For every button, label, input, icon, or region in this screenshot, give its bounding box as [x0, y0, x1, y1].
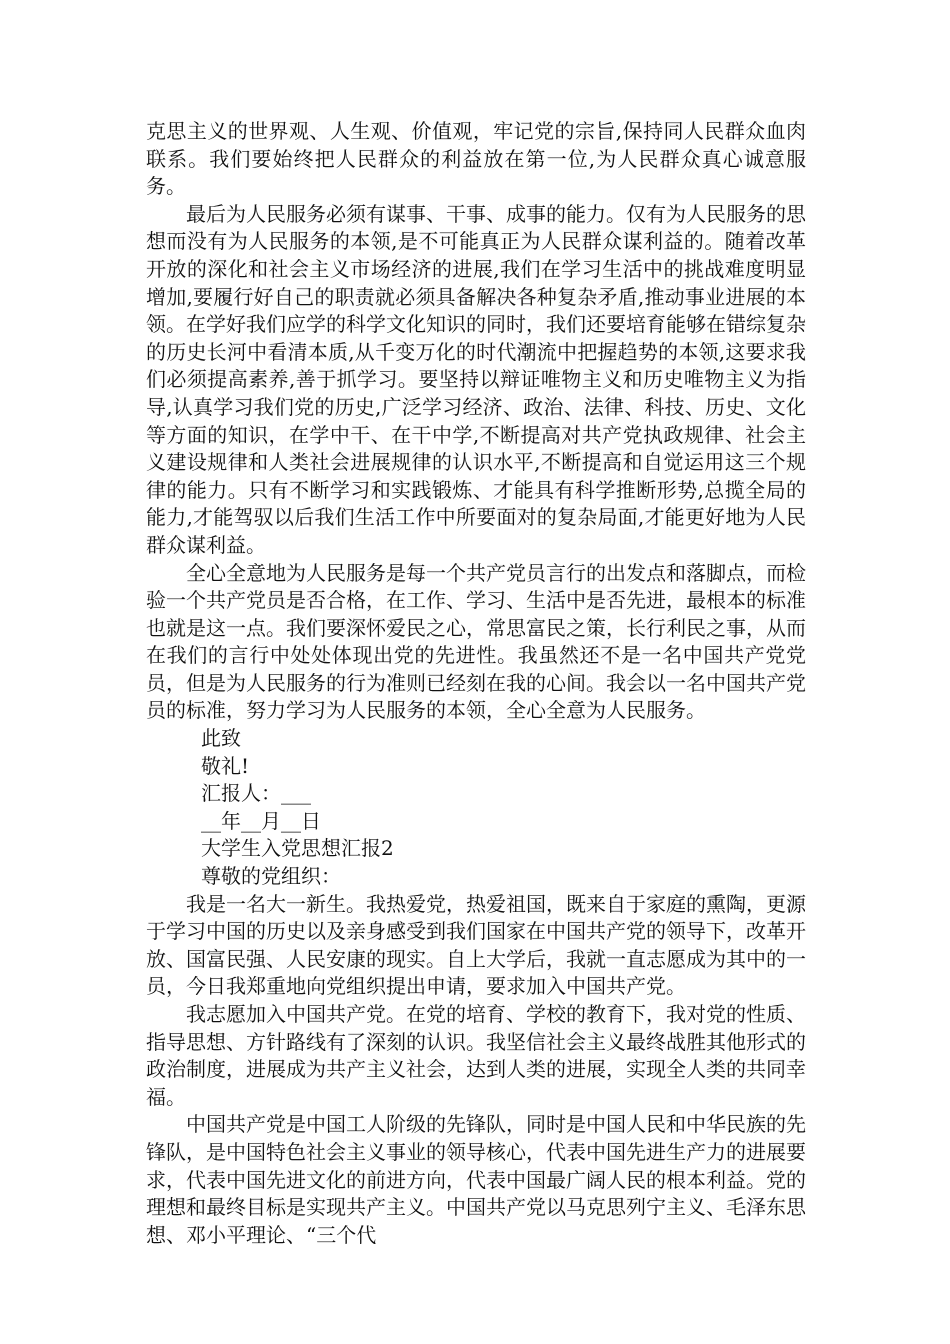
paragraph-serve-people: 全心全意地为人民服务是每一个共产党员言行的出发点和落脚点，而检验一个共产党员是否合格，在工作、学习、生活中是否先进，最根本的标准也就是这一点。我们要深怀爱民之心，常思富民之策，长行利民之事，从而在我们的言行中处处体现出党的先进性。我虽然还不是一名中国共产党党员，但是为人民服务的行为准则已经刻在我的心间。我会以一名中国共产党员的标准，努力学习为人民服务的本领，全心全意为人民服务。: [146, 560, 806, 723]
report-date: __年__月__日: [201, 808, 321, 833]
paragraph-ability: 最后为人民服务必须有谋事、干事、成事的能力。仅有为人民服务的思想而没有为人民服务的本领,是不可能真正为人民群众谋利益的。随着改革开放的深化和社会主义市场经济的进展,我们在学习生活中的挑战难度明显增加,要履行好自己的职责就必须具备解决各种复杂矛盾,推动事业进展的本领。在学好我们应学的科学文化知识的同时，我们还要培育能够在错综复杂的历史长河中看清本质,从千变万化的时代潮流中把握趋势的本领,这要求我们必须提高素养,善于抓学习。要坚持以辩证唯物主义和历史唯物主义为指导,认真学习我们党的历史,广泛学习经济、政治、法律、科技、历史、文化等方面的知识，在学中干、在干中学,不断提高对共产党执政规律、社会主义建设规律和人类社会进展规律的认识水平,不断提高和自觉运用这三个规律的能力。只有不断学习和实践锻炼、才能具有科学推断形势,总揽全局的能力,才能驾驭以后我们生活工作中所要面对的复杂局面,才能更好地为人民群众谋利益。: [146, 201, 806, 557]
closing-regards: 敬礼!: [201, 753, 250, 778]
paragraph-party-nature: 中国共产党是中国工人阶级的先锋队，同时是中国人民和中华民族的先锋队，是中国特色社会主义事业的领导核心，代表中国先进生产力的进展要求，代表中国先进文化的前进方向，代表中国最广阔人民的根本利益。党的理想和最终目标是实现共产主义。中国共产党以马克思列宁主义、毛泽东思想、邓小平理论、“三个代: [146, 1112, 806, 1247]
document-page: [146, 118, 806, 1249]
paragraph-continuation: 克思主义的世界观、人生观、价值观，牢记党的宗旨,保持同人民群众血肉联系。我们要始终把人民群众的利益放在第一位,为人民群众真心诚意服务。: [146, 119, 806, 199]
reporter-signature: 汇报人：___: [201, 781, 311, 806]
closing-salutation: 此致: [201, 726, 241, 751]
paragraph-freshman: 我是一名大一新生。我热爱党，热爱祖国，既来自于家庭的熏陶，更源于学习中国的历史以及亲身感受到我们国家在中国共产党的领导下，改革开放、国富民强、人民安康的现实。自上大学后，我就一直志愿成为其中的一员，今日我郑重地向党组织提出申请，要求加入中国共产党。: [146, 891, 806, 999]
paragraph-volunteer: 我志愿加入中国共产党。在党的培育、学校的教育下，我对党的性质、指导思想、方针路线有了深刻的认识。我坚信社会主义最终战胜其他形式的政治制度，进展成为共产主义社会，达到人类的进展，实现全人类的共同幸福。: [146, 1002, 806, 1109]
section-title: 大学生入党思想汇报2: [201, 836, 394, 861]
greeting: 尊敬的党组织：: [201, 864, 341, 889]
